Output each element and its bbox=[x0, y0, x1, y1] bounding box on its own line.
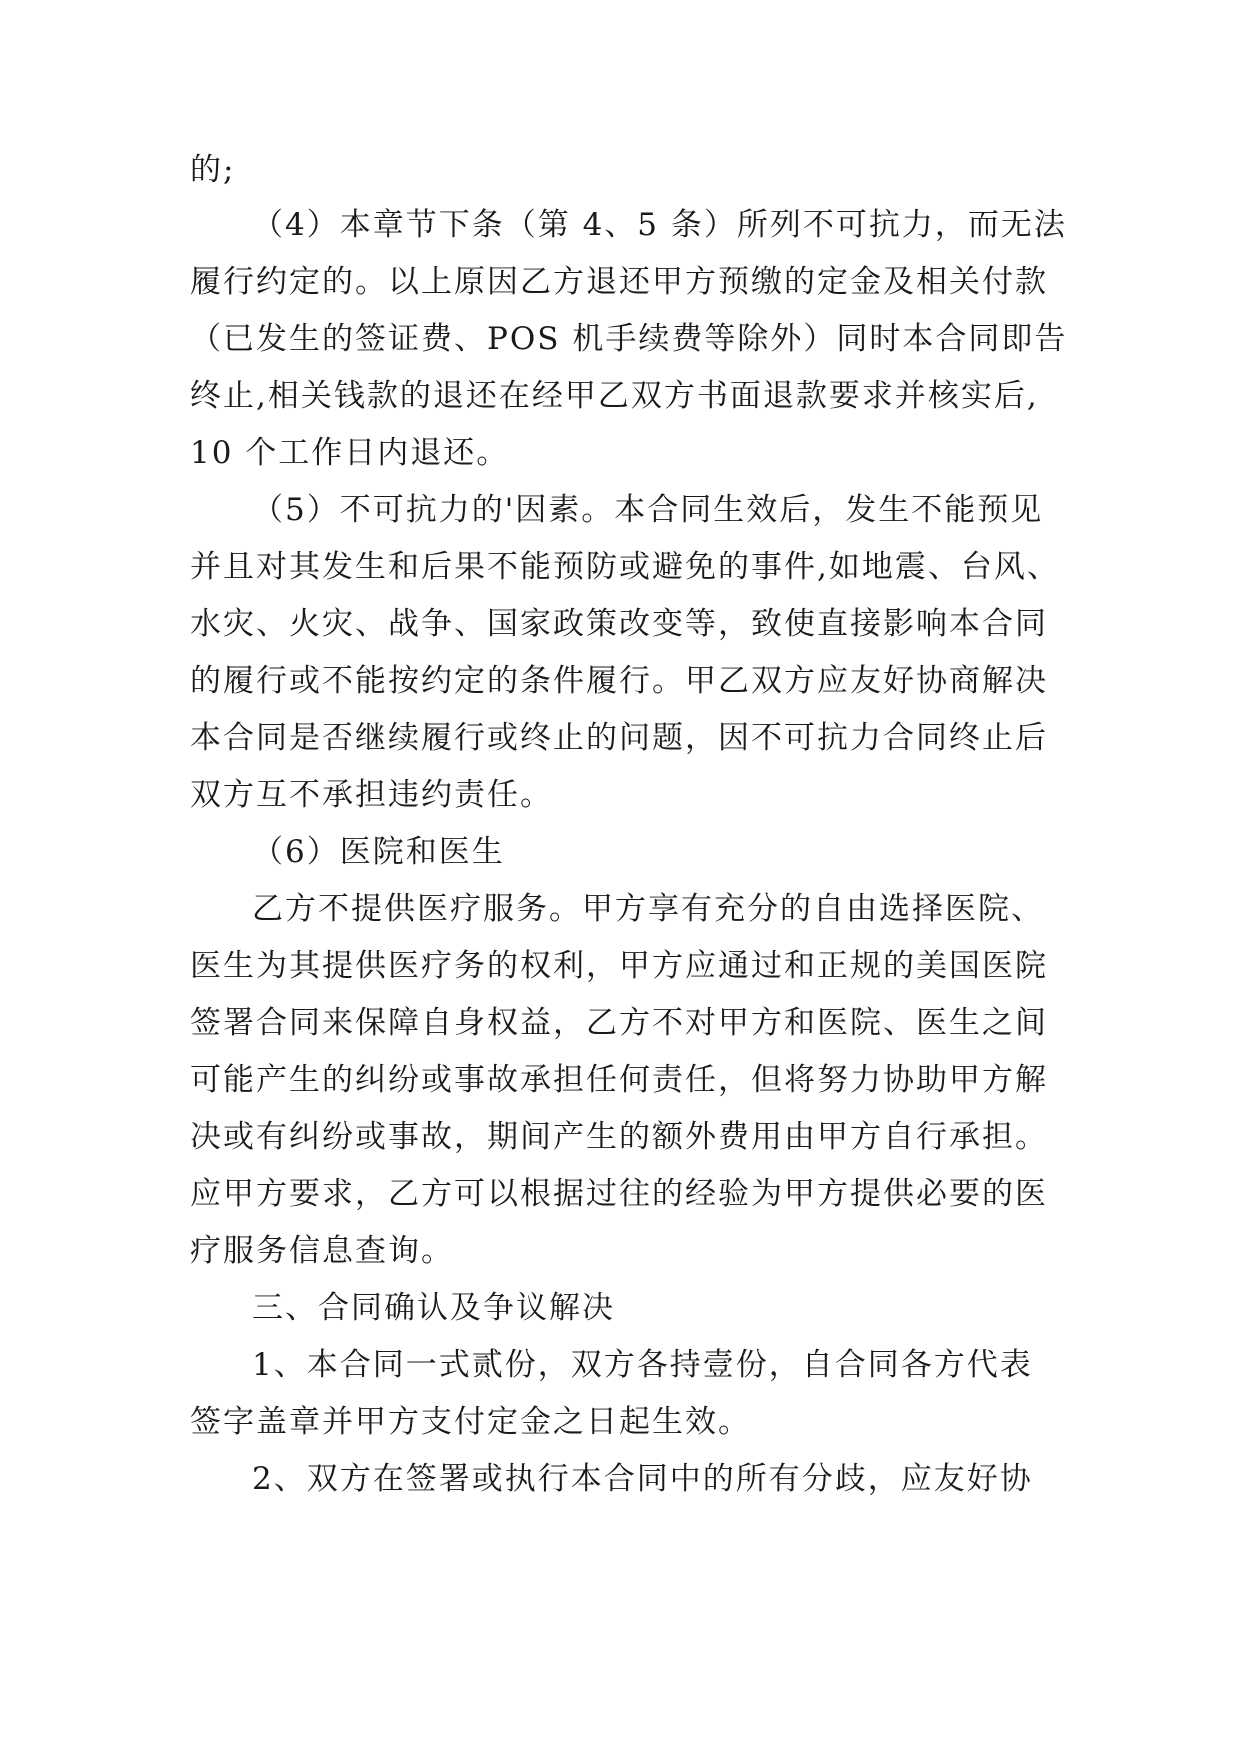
text-line: 本合同是否继续履行或终止的问题，因不可抗力合同终止后 bbox=[190, 720, 1048, 756]
text-line: 可能产生的纠纷或事故承担任何责任，但将努力协助甲方解 bbox=[190, 1062, 1048, 1098]
text-line: 决或有纠纷或事故，期间产生的额外费用由甲方自行承担。 bbox=[190, 1119, 1048, 1155]
text-line: 乙方不提供医疗服务。甲方享有充分的自由选择医院、 bbox=[252, 891, 1044, 927]
text-line: （6）医院和医生 bbox=[252, 834, 505, 870]
text-line: 疗服务信息查询。 bbox=[190, 1233, 454, 1269]
text-line: 的; bbox=[190, 152, 236, 188]
text-line: 并且对其发生和后果不能预防或避免的事件,如地震、台风、 bbox=[190, 549, 1060, 585]
text-line: 签署合同来保障自身权益，乙方不对甲方和医院、医生之间 bbox=[190, 1005, 1048, 1041]
text-line: （4）本章节下条（第 4、5 条）所列不可抗力，而无法 bbox=[252, 207, 1067, 243]
text-line: 1、本合同一式贰份，双方各持壹份，自合同各方代表 bbox=[252, 1347, 1033, 1383]
text-line: 水灾、火灾、战争、国家政策改变等，致使直接影响本合同 bbox=[190, 606, 1048, 642]
text-line: 医生为其提供医疗务的权利，甲方应通过和正规的美国医院 bbox=[190, 948, 1048, 984]
text-line: 10 个工作日内退还。 bbox=[190, 435, 510, 471]
text-line: 签字盖章并甲方支付定金之日起生效。 bbox=[190, 1404, 751, 1440]
text-line: 双方互不承担违约责任。 bbox=[190, 777, 553, 813]
section-heading: 三、合同确认及争议解决 bbox=[252, 1290, 615, 1326]
text-line: 的履行或不能按约定的条件履行。甲乙双方应友好协商解决 bbox=[190, 663, 1048, 699]
text-line: （5）不可抗力的'因素。本合同生效后，发生不能预见 bbox=[252, 492, 1044, 528]
text-line: 终止,相关钱款的退还在经甲乙双方书面退款要求并核实后, bbox=[190, 378, 1039, 414]
text-line: 应甲方要求，乙方可以根据过往的经验为甲方提供必要的医 bbox=[190, 1176, 1048, 1212]
text-line: 履行约定的。以上原因乙方退还甲方预缴的定金及相关付款 bbox=[190, 264, 1048, 300]
text-line: 2、双方在签署或执行本合同中的所有分歧，应友好协 bbox=[252, 1461, 1033, 1497]
text-line: （已发生的签证费、POS 机手续费等除外）同时本合同即告 bbox=[190, 321, 1068, 357]
